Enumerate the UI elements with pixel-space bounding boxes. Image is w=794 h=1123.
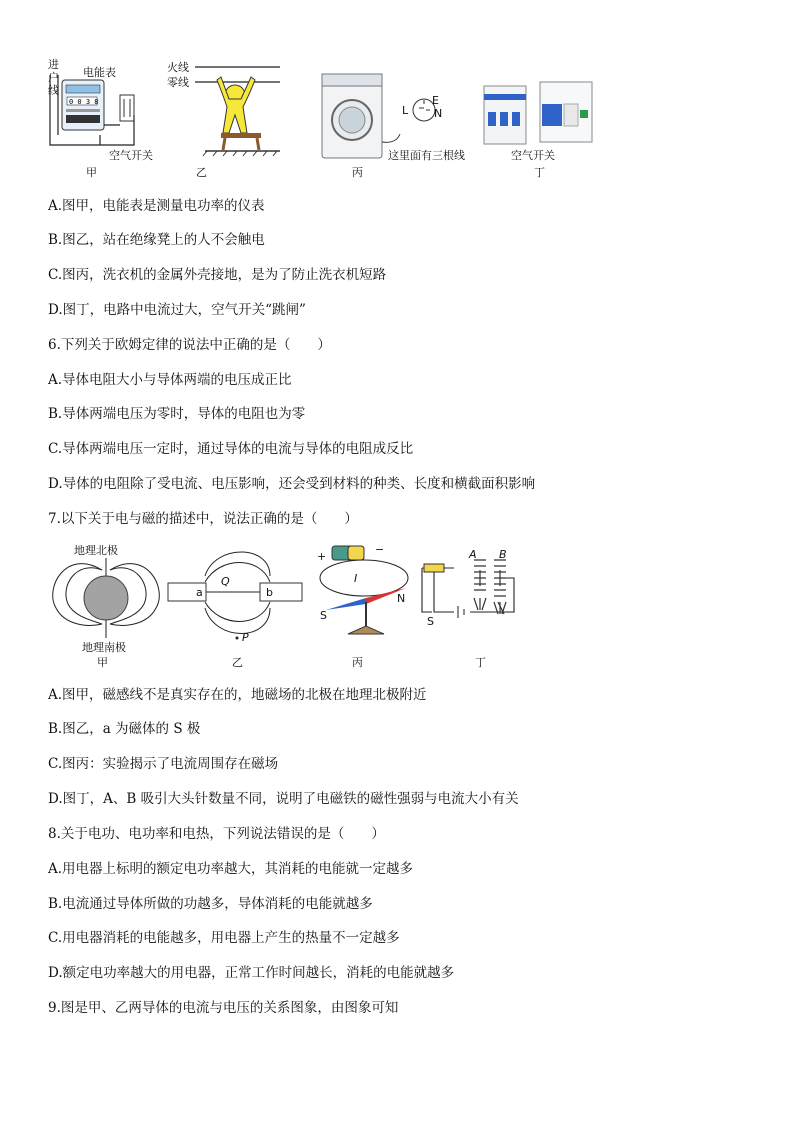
- needle-N: N: [397, 592, 406, 605]
- breaker-label-ding: 空气开关: [511, 149, 555, 162]
- live-wire-label: 火线: [167, 61, 189, 74]
- q6-option-a: A.导体电阻大小与导体两端的电压成正比: [48, 372, 292, 388]
- oersted-diagram: [312, 542, 422, 642]
- caption-yi: 乙: [196, 166, 207, 179]
- battery-plus: +: [317, 550, 327, 563]
- q6-stem: 6.下列关于欧姆定律的说法中正确的是（ ）: [48, 337, 331, 353]
- q7-option-d: D.图丁，A、B 吸引大头针数量不同，说明了电磁铁的磁性强弱与电流大小有关: [48, 791, 519, 807]
- q6-option-d: D.导体的电阻除了受电流、电压影响，还会受到材料的种类、长度和横截面积影响: [48, 476, 536, 492]
- meter-label: 电能表: [83, 66, 116, 79]
- q8-option-c: C.用电器消耗的电能越多，用电器上产生的热量不一定越多: [48, 930, 400, 946]
- plug-N: N: [434, 107, 443, 120]
- label-Q: Q: [221, 575, 230, 588]
- q5-option-a: A.图甲，电能表是测量电功率的仪表: [48, 198, 265, 214]
- q5-option-b: B.图乙，站在绝缘凳上的人不会触电: [48, 232, 265, 248]
- caption-bing: 丙: [352, 166, 363, 179]
- q7-option-b: B.图乙，a 为磁体的 S 极: [48, 721, 201, 737]
- earth-field-diagram: [46, 548, 166, 648]
- breaker-photo: [482, 80, 612, 150]
- caption-bing-2: 丙: [352, 656, 363, 669]
- q8-option-d: D.额定电功率越大的用电器，正常工作时间越长，消耗的电能就越多: [48, 965, 455, 981]
- magnet-A: A: [469, 548, 477, 561]
- breaker-label-jia: 空气开关: [109, 149, 153, 162]
- q7-option-c: C.图丙：实验揭示了电流周围存在磁场: [48, 756, 279, 772]
- q8-option-b: B.电流通过导体所做的功越多，导体消耗的电能就越多: [48, 896, 373, 912]
- geographic-north-label: 地理北极: [74, 544, 118, 557]
- q6-option-b: B.导体两端电压为零时，导体的电阻也为零: [48, 406, 306, 422]
- svg-text:0 0 3 8: 0 0 3 8: [69, 98, 99, 106]
- q6-option-c: C.导体两端电压一定时，通过导体的电流与导体的电阻成反比: [48, 441, 414, 457]
- battery-minus: −: [375, 543, 385, 556]
- plug-L: L: [402, 104, 409, 117]
- q5-option-d: D.图丁，电路中电流过大，空气开关“跳闸”: [48, 302, 306, 318]
- three-wires-label: 这里面有三根线: [388, 149, 465, 162]
- q5-option-c: C.图丙，洗衣机的金属外壳接地，是为了防止洗衣机短路: [48, 267, 387, 283]
- q9-stem: 9.图是甲、乙两导体的电流与电压的关系图象，由图象可知: [48, 1000, 399, 1016]
- label-P: P: [242, 631, 249, 644]
- caption-yi-2: 乙: [232, 656, 243, 669]
- q8-stem: 8.关于电功、电功率和电热，下列说法错误的是（ ）: [48, 826, 385, 842]
- label-a: a: [196, 586, 203, 599]
- caption-ding-2: 丁: [475, 656, 486, 669]
- bar-magnets-diagram: [160, 546, 310, 646]
- label-b: b: [266, 586, 273, 599]
- caption-ding: 丁: [534, 166, 545, 179]
- current-I: I: [354, 572, 358, 585]
- caption-jia: 甲: [86, 166, 97, 179]
- caption-jia-2: 甲: [97, 656, 108, 669]
- needle-S: S: [320, 609, 327, 622]
- neutral-wire-label: 零线: [167, 76, 189, 89]
- incoming-line-label: 进户线: [48, 58, 59, 97]
- q8-option-a: A.用电器上标明的额定电功率越大，其消耗的电能就一定越多: [48, 861, 414, 877]
- q7-option-a: A.图甲，磁感线不是真实存在的，地磁场的北极在地理北极附近: [48, 687, 427, 703]
- magnet-B: B: [499, 548, 507, 561]
- geographic-south-label: 地理南极: [82, 641, 126, 654]
- switch-S: S: [427, 615, 434, 628]
- q7-stem: 7.以下关于电与磁的描述中，说法正确的是（ ）: [48, 511, 358, 527]
- plug-E: E: [432, 94, 439, 107]
